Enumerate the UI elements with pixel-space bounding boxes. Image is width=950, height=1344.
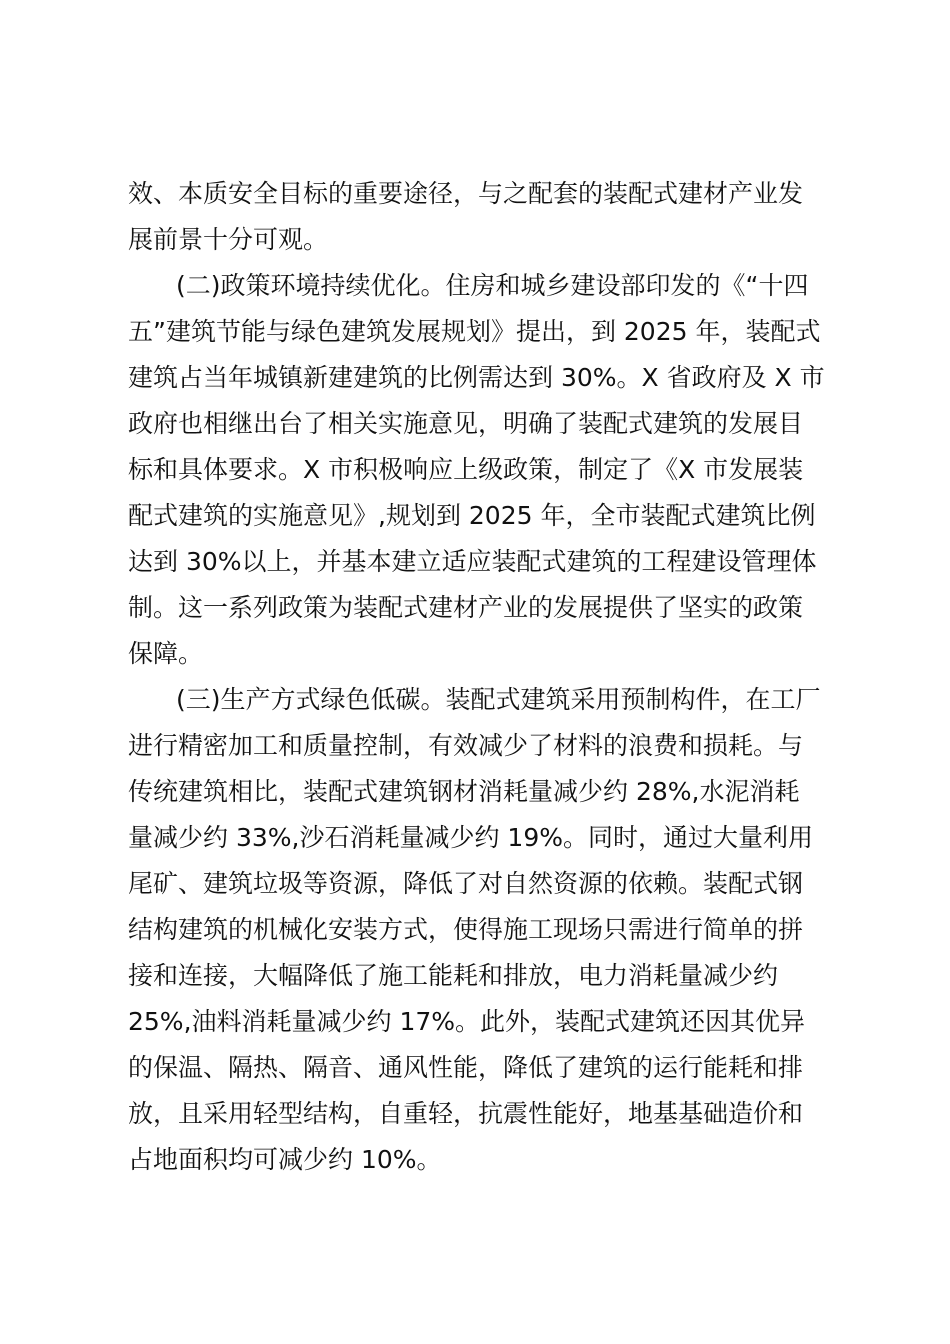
text-line: 保障。 [128, 639, 204, 668]
paragraph-first-line: (二)政策环境持续优化。住房和城乡建设部印发的《“十四 [176, 271, 809, 300]
text-line: 制。这一系列政策为装配式建材产业的发展提供了坚实的政策 [128, 593, 804, 622]
paragraph-first-line: (三)生产方式绿色低碳。装配式建筑采用预制构件，在工厂 [176, 685, 821, 714]
text-line: 的保温、隔热、隔音、通风性能，降低了建筑的运行能耗和排 [128, 1053, 804, 1082]
text-line: 尾矿、建筑垃圾等资源，降低了对自然资源的依赖。装配式钢 [128, 869, 804, 898]
text-line: 量减少约 33%,沙石消耗量减少约 19%。同时，通过大量利用 [128, 823, 813, 852]
text-line: 配式建筑的实施意见》,规划到 2025 年，全市装配式建筑比例 [128, 501, 816, 530]
text-line: 结构建筑的机械化安装方式，使得施工现场只需进行简单的拼 [128, 915, 804, 944]
text-line: 五”建筑节能与绿色建筑发展规划》提出，到 2025 年，装配式 [128, 317, 821, 346]
text-line: 效、本质安全目标的重要途径，与之配套的装配式建材产业发 [128, 179, 804, 208]
text-line: 进行精密加工和质量控制，有效减少了材料的浪费和损耗。与 [128, 731, 804, 760]
text-line: 接和连接，大幅降低了施工能耗和排放，电力消耗量减少约 [128, 961, 779, 990]
text-line: 占地面积均可减少约 10%。 [128, 1145, 442, 1174]
text-line: 展前景十分可观。 [128, 225, 329, 254]
text-line: 传统建筑相比，装配式建筑钢材消耗量减少约 28%,水泥消耗 [128, 777, 800, 806]
text-line: 建筑占当年城镇新建建筑的比例需达到 30%。X 省政府及 X 市 [128, 363, 825, 392]
text-line: 标和具体要求。X 市积极响应上级政策，制定了《X 市发展装 [128, 455, 804, 484]
text-line: 达到 30%以上，并基本建立适应装配式建筑的工程建设管理体 [128, 547, 817, 576]
text-line: 放，且采用轻型结构，自重轻，抗震性能好，地基基础造价和 [128, 1099, 804, 1128]
text-line: 25%,油料消耗量减少约 17%。此外，装配式建筑还因其优异 [128, 1007, 806, 1036]
text-line: 政府也相继出台了相关实施意见，明确了装配式建筑的发展目 [128, 409, 804, 438]
